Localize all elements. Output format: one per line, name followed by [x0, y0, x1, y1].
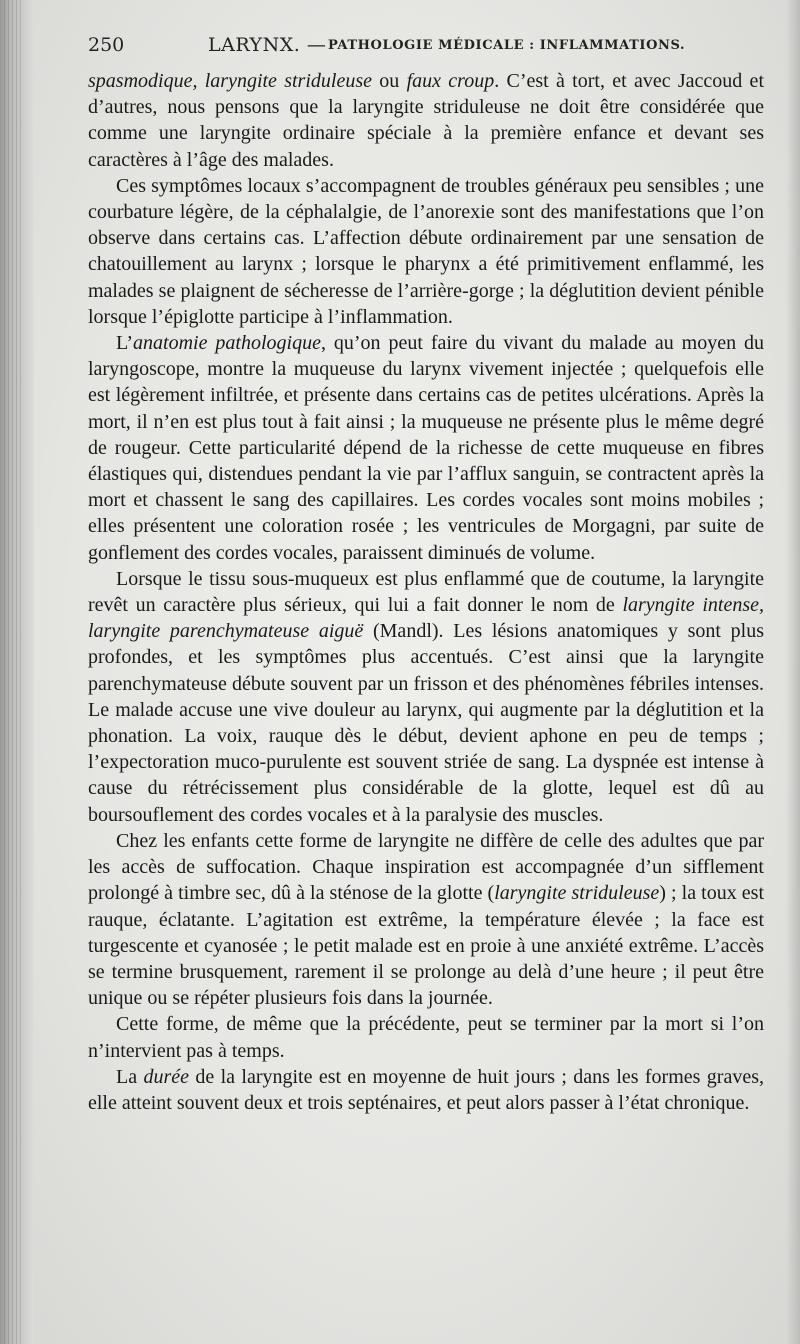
italic-text: spasmodique, laryngite striduleuse	[88, 70, 372, 92]
text-run: (Mandl). Les lésions anatomiques y sont plus profondes, et les symptômes plus accentués. C’est ainsi que la laryngite parenchymateuse débute souvent par un frisson et des phénomènes fébriles intenses. Le malade accuse une vive douleur au larynx, qui augmente par la déglutition et la phonation. La voix, rauque dès le début, devient aphone en peu de temps ; l’expectoration muco-purulente est souvent striée de sang. La dyspnée est intense à cause du rétrécissement plus considérable de la glotte, lequel est dû au boursouflement des cordes vocales et à la paralysie des muscles.	[88, 620, 764, 826]
text-run: de la laryngite est en moyenne de huit jours ; dans les formes graves, elle atteint souvent deux et trois septénaires, et peut alors passer à l’état chronique.	[88, 1065, 764, 1114]
text-run: ou	[372, 70, 407, 92]
text-run: , qu’on peut faire du vivant du malade au moyen du laryngoscope, montre la muqueuse du larynx vivement injectée ; quelquefois elle est légèrement infiltrée, et présente dans certains cas de petites ulcérations. Après la mort, il n’en est plus tout à fait ainsi ; la muqueuse ne présente plus le même degré de rougeur. Cette particularité dépend de la richesse de cette muqueuse en fibres élastiques qui, distendues pendant la vie par l’afflux sanguin, se contractent après la mort et chassent le sang des capillaires. Les cordes vocales sont moins mobiles ; elles présentent une coloration rosée ; les ventricules de Morgagni, par suite de gonflement des cordes vocales, paraissent diminués de volume.	[88, 332, 764, 564]
text-run: Ces symptômes locaux s’accompagnent de troubles généraux peu sensibles ; une courbature légère, de la céphalalgie, de l’anorexie sont des manifestations que l’on observe dans certains cas. L’affection débute ordinairement par une sensation de chatouillement au larynx ; lorsque le pharynx a été primitivement enflammé, les malades se plaignent de sécheresse de l’arrière-gorge ; la déglutition devient pénible lorsque l’épiglotte participe à l’inflammation.	[88, 174, 764, 328]
page-number: 250	[88, 34, 125, 56]
text-run: ) ; la toux est rauque, éclatante. L’agitation est extrême, la température élevée ; la face est turgescente et cyanosée ; le petit malade est en proie à une anxiété extrême. L’accès se termine brusquement, rarement il se prolonge au delà d’une heure ; il peut être unique ou se répéter plusieurs fois dans la journée.	[88, 882, 764, 1010]
page-edge-shadow	[786, 0, 800, 1344]
italic-text: laryngite intense, laryngite parenchymateuse aiguë	[88, 594, 764, 643]
running-subtitle: PATHOLOGIE MÉDICALE : INFLAMMATIONS.	[328, 38, 686, 53]
paragraph	[88, 1011, 764, 1063]
italic-text: faux croup	[406, 70, 495, 92]
text-run: Chez les enfants cette forme de laryngite ne diffère de celle des adultes que par les accès de suffocation. Chaque inspiration est accompagnée d’un sifflement prolongé à timbre sec, dû à la sténose de la glotte (	[88, 829, 764, 905]
running-header	[88, 30, 768, 60]
italic-text: anatomie pathologique	[133, 332, 321, 355]
running-title: LARYNX. —	[208, 34, 327, 56]
paragraph	[88, 330, 764, 566]
paragraph	[88, 173, 764, 330]
italic-text: laryngite striduleuse	[494, 882, 660, 905]
text-run: Cette forme, de même que la précédente, peut se terminer par la mort si l’on n’intervient pas à temps.	[88, 1013, 764, 1062]
paragraph	[88, 828, 764, 1011]
book-binding-edge	[4, 0, 22, 1344]
text-run: . C’est à tort, et avec Jaccoud et d’autres, nous pensons que la laryngite striduleuse ne doit être considérée que comme une laryngite ordinaire spéciale à la première enfance et devant ses caractères à l’âge des malades.	[88, 70, 764, 171]
body-text	[88, 68, 764, 1116]
text-run: L’	[116, 332, 134, 355]
paragraph	[88, 566, 764, 828]
italic-text: durée	[143, 1065, 189, 1088]
paragraph	[88, 1064, 764, 1116]
text-run: La	[116, 1065, 144, 1088]
paragraph	[88, 68, 764, 173]
text-run: Lorsque le tissu sous-muqueux est plus enflammé que de coutume, la laryngite revêt un caractère plus sérieux, qui lui a fait donner le nom de	[88, 567, 764, 617]
